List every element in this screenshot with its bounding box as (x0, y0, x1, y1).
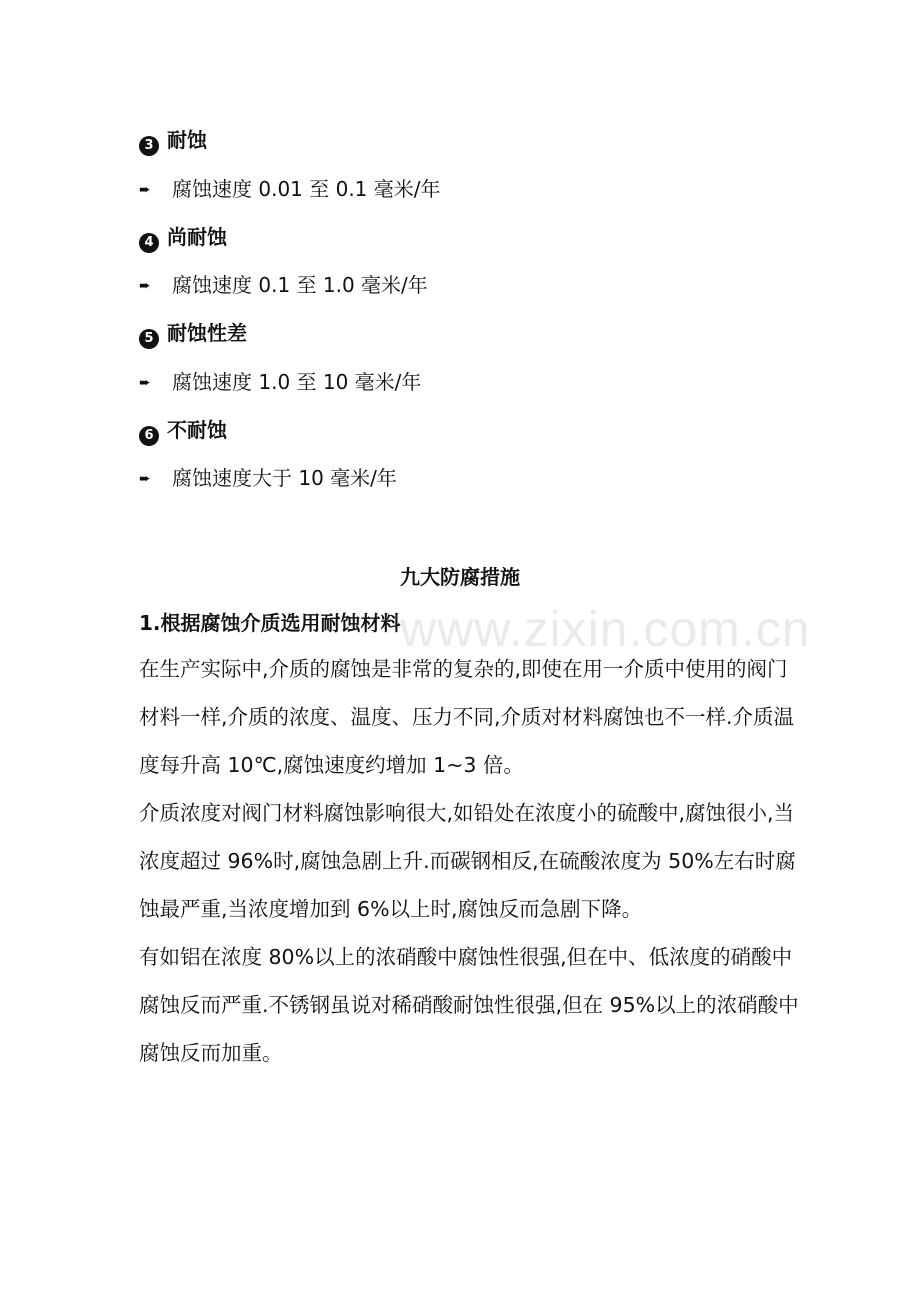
circled-number-icon: 3 (139, 136, 159, 156)
paragraph: 介质浓度对阀门材料腐蚀影响很大,如铅处在浓度小的硫酸中,腐蚀很小,当浓度超过 96%时,腐蚀急剧上升.而碳钢相反,在硫酸浓度为 50%左右时腐蚀最严重,当浓度增加到 6%以上时,腐蚀反而急剧下降。 (139, 801, 796, 921)
grade-heading (139, 124, 207, 156)
grade-title: 耐蚀性差 (167, 321, 247, 345)
grade-detail (139, 269, 428, 298)
grade-detail-text: 腐蚀速度 1.0 至 10 毫米/年 (172, 370, 422, 394)
grade-detail-text: 腐蚀速度大于 10 毫米/年 (172, 466, 397, 490)
grade-detail-text: 腐蚀速度 0.1 至 1.0 毫米/年 (172, 273, 428, 297)
grade-detail (139, 366, 421, 395)
arrow-bullet-icon: ➨ (139, 471, 151, 487)
grade-heading (139, 317, 247, 349)
circled-number-icon: 4 (139, 233, 159, 253)
grade-heading (139, 221, 227, 253)
grade-title: 尚耐蚀 (167, 225, 227, 249)
arrow-bullet-icon: ➨ (139, 375, 151, 391)
arrow-bullet-icon: ➨ (139, 182, 151, 198)
section-subtitle: 1.根据腐蚀介质选用耐蚀材料 (139, 611, 401, 635)
grade-detail (139, 173, 441, 202)
grade-title: 不耐蚀 (167, 418, 227, 442)
paragraph: 有如铝在浓度 80%以上的浓硝酸中腐蚀性很强,但在中、低浓度的硝酸中腐蚀反而严重.不锈钢虽说对稀硝酸耐蚀性很强,但在 95%以上的浓硝酸中腐蚀反而加重。 (139, 945, 799, 1065)
grade-detail (139, 462, 397, 491)
paragraph: 在生产实际中,介质的腐蚀是非常的复杂的,即使在用一介质中使用的阀门材料一样,介质的浓度、温度、压力不同,介质对材料腐蚀也不一样.介质温度每升高 10℃,腐蚀速度约增加 1~3 倍。 (139, 657, 795, 777)
section-title: 九大防腐措施 (400, 565, 520, 589)
circled-number-icon: 6 (139, 426, 159, 446)
circled-number-icon: 5 (139, 329, 159, 349)
watermark: www.zixin.com.cn (400, 601, 811, 657)
body-text (139, 645, 799, 1077)
grade-heading (139, 414, 227, 446)
arrow-bullet-icon: ➨ (139, 278, 151, 294)
grade-detail-text: 腐蚀速度 0.01 至 0.1 毫米/年 (172, 177, 441, 201)
grade-title: 耐蚀 (167, 128, 207, 152)
